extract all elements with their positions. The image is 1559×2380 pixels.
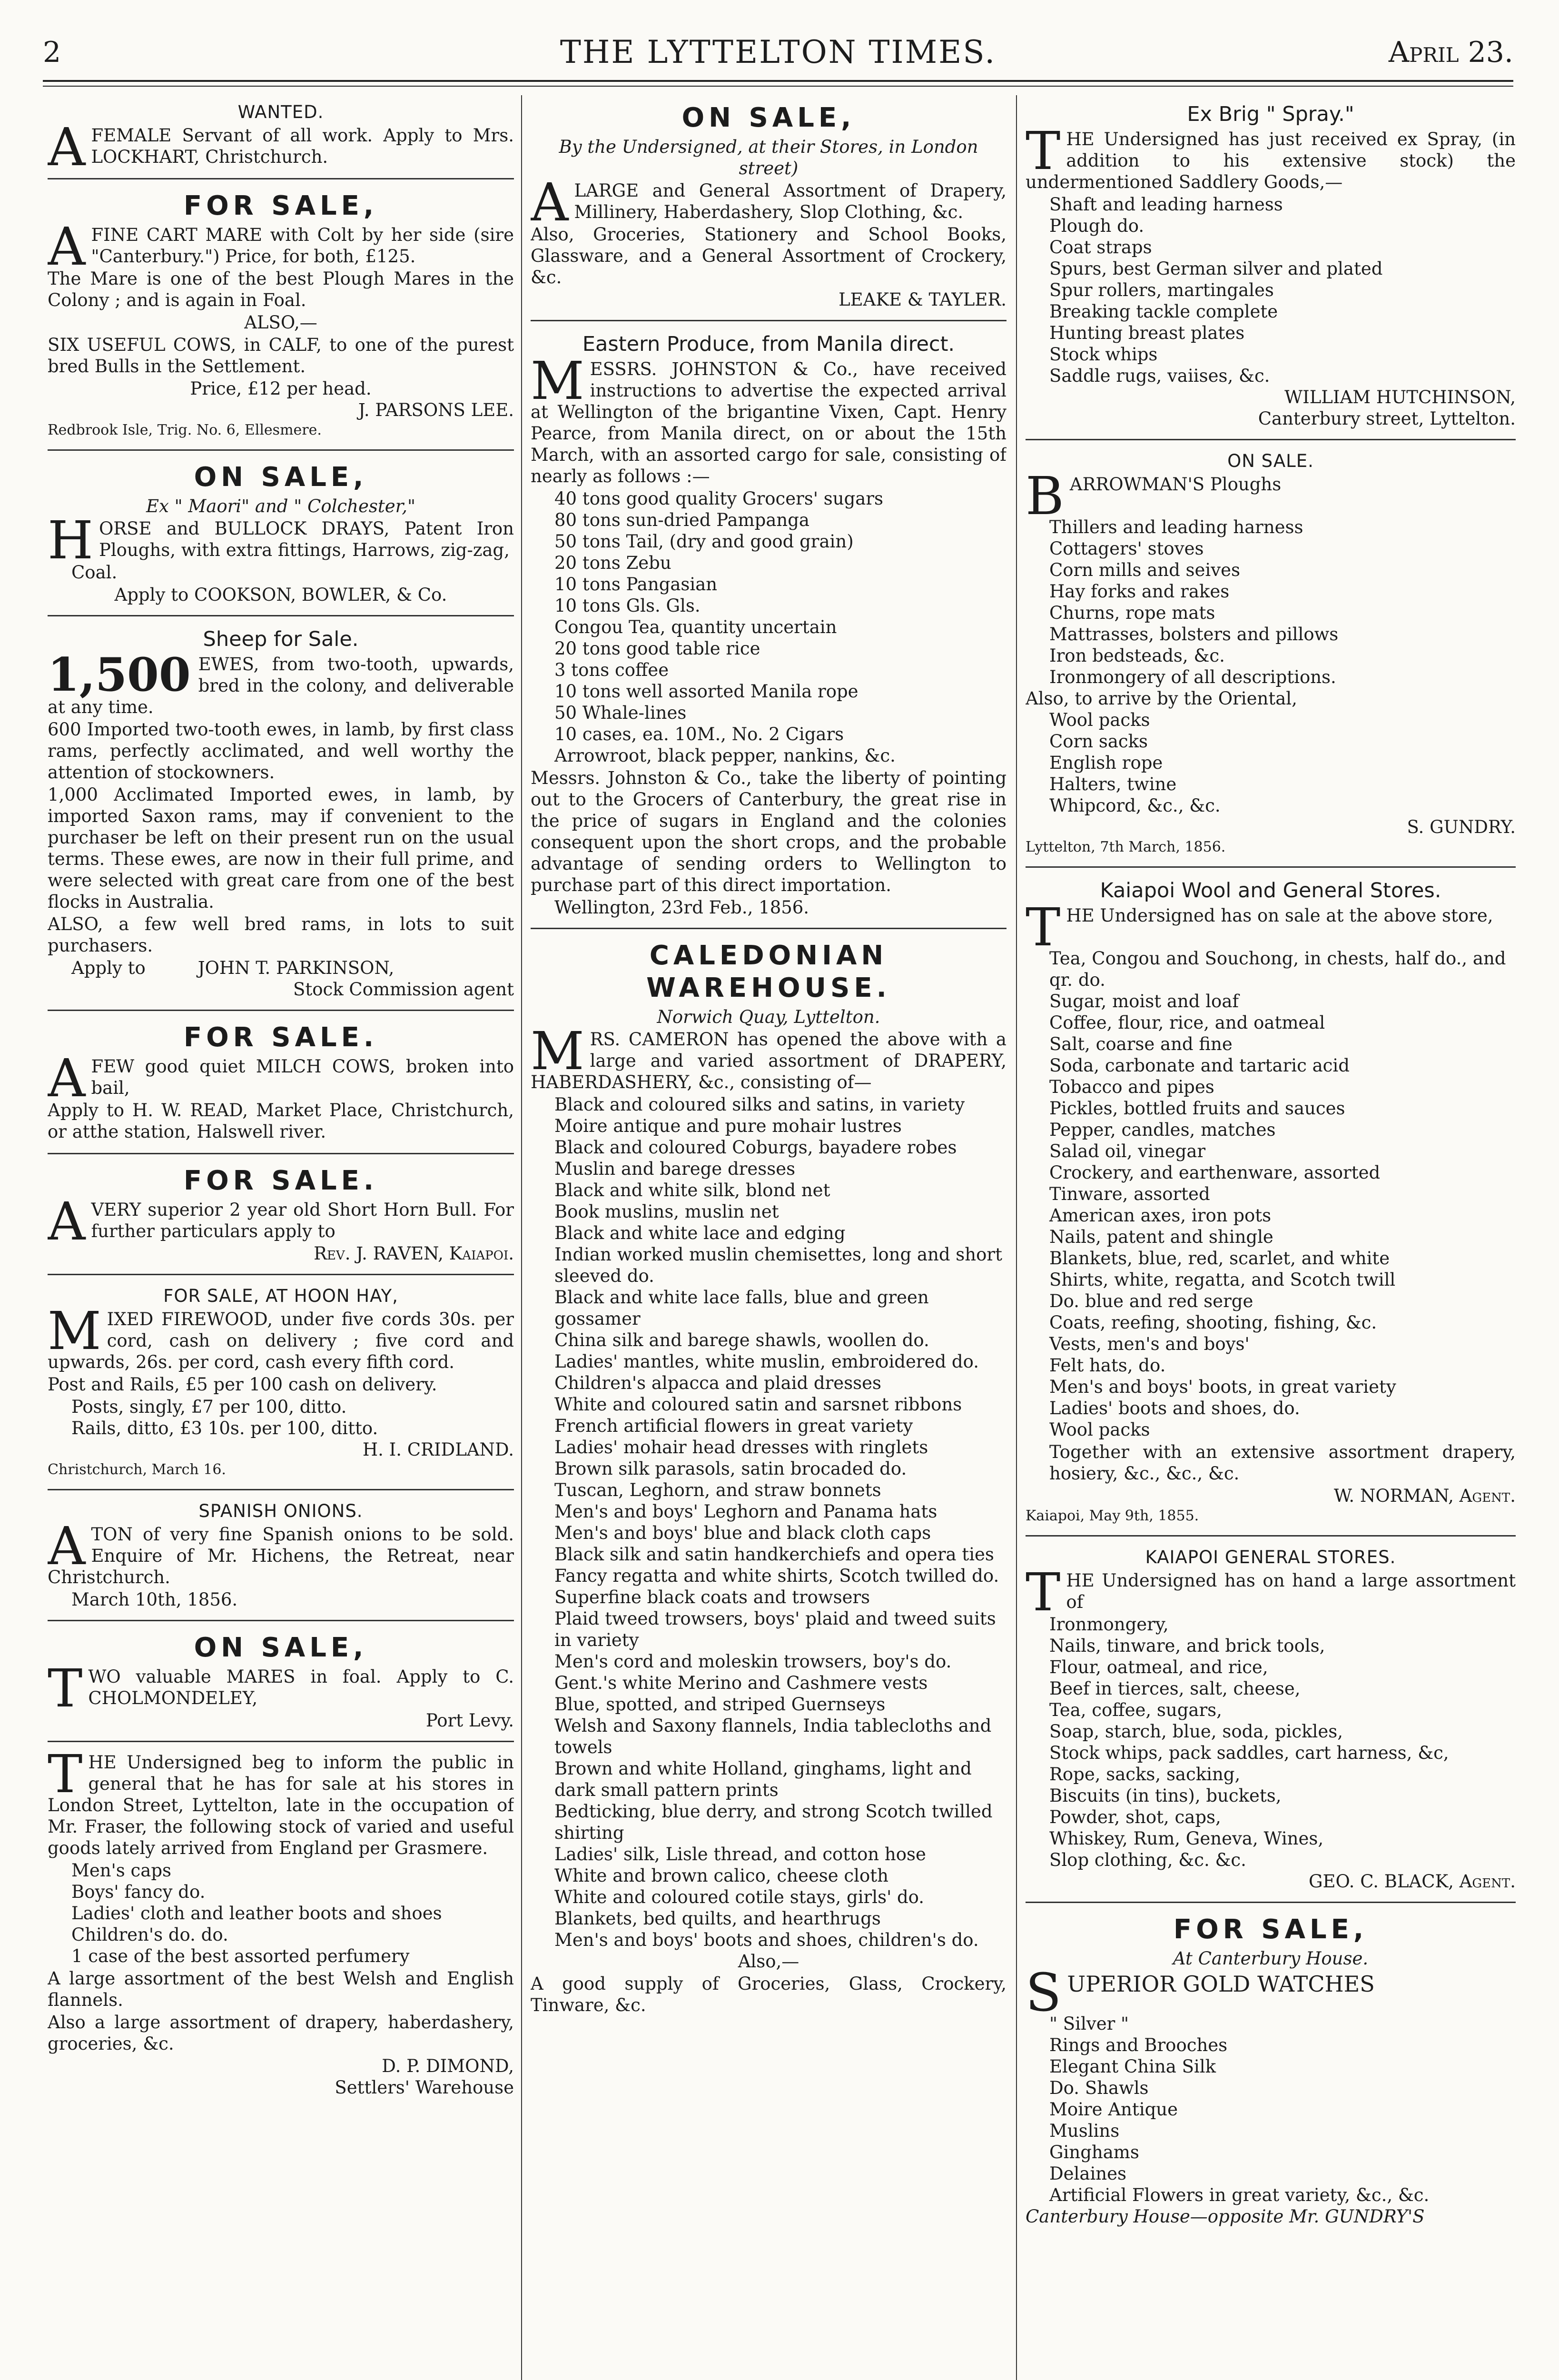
list-item: Wool packs: [1049, 1419, 1150, 1440]
ad-apply: Apply to: [71, 958, 146, 978]
ad-heading: ON SALE.: [1227, 451, 1314, 471]
ad-separator: [48, 1274, 514, 1275]
column-2: [531, 95, 1006, 2380]
list-item: Coat straps: [1049, 237, 1152, 258]
list-item: 10 tons Gls. Gls.: [554, 595, 701, 616]
list-item: Hunting breast plates: [1049, 323, 1245, 343]
ad-separator: [48, 1153, 514, 1154]
list-item: Muslin and barege dresses: [554, 1159, 796, 1179]
drop-cap: H: [48, 510, 93, 571]
list-item: American axes, iron pots: [1049, 1205, 1272, 1226]
list-item: Biscuits (in tins), buckets,: [1049, 1785, 1282, 1806]
ad-body: HE Undersigned has on hand a large assortment of: [1066, 1570, 1516, 1612]
ad-subheading: By the Undersigned, at their Stores, in London street): [559, 137, 978, 178]
ad-separator: [531, 320, 1006, 321]
list-item: 50 Whale-lines: [554, 703, 687, 723]
ad-leake-tayler: [531, 95, 1006, 317]
list-item: Black and coloured Coburgs, bayadere robes: [554, 1137, 957, 1158]
masthead-rule-thin: [43, 86, 1513, 87]
ad-drays: [48, 455, 514, 612]
list-item: Welsh and Saxony flannels, India tablecloths and towels: [554, 1716, 992, 1757]
list-item: Blankets, blue, red, scarlet, and white: [1049, 1248, 1390, 1269]
ad-body: FEMALE Servant of all work. Apply to Mrs. LOCKHART, Christchurch.: [91, 125, 514, 167]
list-item: Mattrasses, bolsters and pillows: [1049, 624, 1339, 645]
ad-address: Redbrook Isle, Trig. No. 6, Ellesmere.: [48, 422, 322, 438]
ad-sheep: [48, 620, 514, 1007]
list-item: Hay forks and rakes: [1049, 581, 1230, 602]
list-item: Saddle rugs, vaiises, &c.: [1049, 366, 1270, 386]
ad-body: HE Undersigned has just received ex Spray, (in addition to his extensive stock) the undermentioned Saddlery Goods,—: [1026, 129, 1516, 192]
ad-heading: KAIAPOI GENERAL STORES.: [1145, 1547, 1396, 1567]
list-item: Ladies' silk, Lisle thread, and cotton hose: [554, 1844, 926, 1864]
ad-separator: [48, 1489, 514, 1490]
issue-date: April 23.: [1388, 36, 1513, 69]
list-item: " Silver ": [1049, 2013, 1129, 2034]
page-number: 2: [43, 36, 61, 69]
ad-separator: [1026, 866, 1516, 868]
ad-signature: Port Levy.: [425, 1710, 514, 1731]
ad-subheading: Ex " Maori" and " Colchester,": [146, 496, 416, 516]
list-item: Coffee, flour, rice, and oatmeal: [1049, 1012, 1325, 1033]
ad-body: ESSRS. JOHNSTON & Co., have received instructions to advertise the expected arrival at Wellington of the brigantine Vixen, Capt. Henry Pearce, from Manila direct, on or about the 15th March, with an assorted cargo for sale, consisting of nearly as follows :—: [531, 359, 1006, 486]
ad-signature: GEO. C. BLACK, Agent.: [1308, 1871, 1516, 1892]
column-divider: [521, 95, 522, 2380]
list-item: Bedticking, blue derry, and strong Scotch twilled shirting: [554, 1801, 993, 1843]
list-item: Corn sacks: [1049, 731, 1148, 752]
ad-separator: [48, 449, 514, 451]
column-1: [48, 95, 514, 2380]
list-item: English rope: [1049, 753, 1163, 773]
ad-body: FEW good quiet MILCH COWS, broken into bail,: [91, 1056, 514, 1098]
ad-paragraph: Apply to H. W. READ, Market Place, Christchurch, or atthe station, Halswell river.: [48, 1100, 514, 1142]
list-item: Coats, reefing, shooting, fishing, &c.: [1049, 1312, 1377, 1333]
ad-heading: Sheep for Sale.: [203, 627, 359, 651]
ad-heading: Eastern Produce, from Manila direct.: [582, 332, 955, 356]
list-item: Men's and boys' boots, in great variety: [1049, 1377, 1396, 1397]
goods-list: [1026, 516, 1516, 688]
drop-cap: A: [48, 1048, 86, 1109]
list-item: Gent.'s white Merino and Cashmere vests: [554, 1673, 928, 1693]
list-item: Soap, starch, blue, soda, pickles,: [1049, 1721, 1343, 1742]
list-item: Book muslins, muslin net: [554, 1201, 779, 1222]
list-item: Tinware, assorted: [1049, 1184, 1210, 1204]
ad-kaiapoi-wool: [1026, 872, 1516, 1532]
list-item: Ginghams: [1049, 2142, 1139, 2162]
ad-paragraph: SIX USEFUL COWS, in CALF, to one of the purest bred Bulls in the Settlement.: [48, 335, 514, 377]
list-item: Ironmongery,: [1049, 1614, 1169, 1635]
list-item: Men's and boys' Leghorn and Panama hats: [554, 1501, 937, 1522]
ad-paragraph: ALSO, a few well bred rams, in lots to suit purchasers.: [48, 914, 514, 956]
list-item: Blankets, bed quilts, and hearthrugs: [554, 1908, 881, 1929]
list-item: Children's do. do.: [71, 1924, 228, 1945]
list-item: Do. Shawls: [1049, 2078, 1149, 2098]
ad-paragraph: Also a large assortment of drapery, haberdashery, groceries, &c.: [48, 2012, 514, 2054]
list-item: Soda, carbonate and tartaric acid: [1049, 1055, 1350, 1076]
list-item: Halters, twine: [1049, 774, 1177, 794]
list-item: White and brown calico, cheese cloth: [554, 1865, 888, 1886]
drop-cap: T: [48, 1744, 83, 1805]
ad-signature: Rev. J. RAVEN, Kaiapoi.: [314, 1243, 514, 1264]
column-3: [1026, 95, 1516, 2380]
list-item: Shaft and leading harness: [1049, 194, 1283, 215]
ad-eastern-produce: [531, 325, 1006, 925]
list-item: 50 tons Tail, (dry and good grain): [554, 531, 854, 552]
ad-price: Price, £12 per head.: [190, 378, 372, 399]
list-item: White and coloured cotile stays, girls' do.: [554, 1887, 925, 1907]
ad-also: Also,—: [738, 1951, 799, 1972]
ad-heading: FOR SALE.: [183, 1165, 378, 1196]
list-item: Black and white lace and edging: [554, 1223, 846, 1243]
list-item: Corn mills and seives: [1049, 560, 1241, 580]
list-item: Iron bedsteads, &c.: [1049, 645, 1225, 666]
ad-body: IXED FIREWOOD, under five cords 30s. per cord, cash on delivery ; five cord and upwards, 26s. per cord, cash every fifth cord.: [48, 1309, 514, 1372]
list-item: 20 tons Zebu: [554, 553, 671, 573]
list-item: White and coloured satin and sarsnet ribbons: [554, 1394, 962, 1415]
list-item: Blue, spotted, and striped Guernseys: [554, 1694, 886, 1715]
list-item: Moire Antique: [1049, 2099, 1178, 2120]
ad-address: Lyttelton, 7th March, 1856.: [1026, 839, 1226, 855]
drop-cap: B: [1026, 466, 1064, 526]
ad-role: Settlers' Warehouse: [335, 2077, 514, 2098]
drop-cap: M: [48, 1300, 101, 1361]
list-item: Men's and boys' blue and black cloth caps: [554, 1523, 931, 1543]
ad-signature: S. GUNDRY.: [1407, 817, 1516, 837]
ad-subheading: At Canterbury House.: [1173, 1948, 1369, 1969]
list-item: 3 tons coffee: [554, 660, 669, 680]
list-item: Tea, coffee, sugars,: [1049, 1700, 1222, 1720]
list-item: Muslins: [1049, 2121, 1120, 2141]
list-item: Tea, Congou and Souchong, in chests, half do., and qr. do.: [1049, 948, 1506, 990]
list-item: Spurs, best German silver and plated: [1049, 258, 1383, 279]
list-item: Salad oil, vinegar: [1049, 1141, 1206, 1161]
drop-cap: S: [1026, 1962, 1062, 2023]
goods-list: [1026, 948, 1516, 1440]
list-item: Nails, tinware, and brick tools,: [1049, 1636, 1325, 1656]
ad-body: ORSE and BULLOCK DRAYS, Patent Iron Ploughs, with extra fittings, Harrows, zig-zag,: [99, 518, 514, 560]
list-item: Powder, shot, caps,: [1049, 1807, 1221, 1827]
ad-separator: [1026, 1535, 1516, 1537]
ad-bull: [48, 1158, 514, 1271]
ad-role: Stock Commission agent: [293, 979, 514, 1000]
list-item: Indian worked muslin chemisettes, long and short sleeved do.: [554, 1244, 1002, 1286]
goods-list: [531, 1094, 1006, 1951]
list-item: Artificial Flowers in great variety, &c., &c.: [1049, 2185, 1430, 2205]
list-item: Children's alpacca and plaid dresses: [554, 1373, 882, 1393]
ad-separator: [531, 928, 1006, 929]
drop-cap: T: [1026, 1562, 1061, 1623]
ad-heading: FOR SALE, AT HOON HAY,: [163, 1286, 398, 1306]
ad-heading: FOR SALE.: [183, 1022, 378, 1053]
list-item: Black and white silk, blond net: [554, 1180, 830, 1200]
ad-body: ARROWMAN'S Ploughs: [1069, 474, 1282, 495]
ad-big-number: 1,500: [48, 648, 191, 702]
ad-body: WO valuable MARES in foal. Apply to C. CHOLMONDELEY,: [88, 1666, 514, 1708]
ad-paragraph: 1,000 Acclimated Imported ewes, in lamb, by imported Saxon rams, may if convenient to the purchaser be left on their present run on the usual terms. These ewes, are now in their full prime, and were selected with great care from one of the best flocks in Australia.: [48, 784, 514, 912]
ad-heading: SPANISH ONIONS.: [198, 1501, 363, 1521]
ad-body: HE Undersigned has on sale at the above store,: [1066, 905, 1493, 926]
list-item: Slop clothing, &c. &c.: [1049, 1850, 1246, 1870]
list-item: Superfine black coats and trowsers: [554, 1587, 870, 1607]
list-item: Moire antique and pure mohair lustres: [554, 1116, 902, 1136]
drop-cap: A: [531, 172, 569, 233]
list-item: 10 tons well assorted Manila rope: [554, 681, 858, 702]
list-item: Brown and white Holland, ginghams, light and dark small pattern prints: [554, 1758, 972, 1800]
list-item: Breaking tackle complete: [1049, 301, 1278, 322]
ad-caledonian-warehouse: [531, 933, 1006, 2023]
newspaper-title: THE LYTTELTON TIMES.: [560, 34, 997, 70]
list-item: Spur rollers, martingales: [1049, 280, 1274, 300]
ad-heading: WANTED.: [237, 102, 324, 122]
list-item: Brown silk parasols, satin brocaded do.: [554, 1458, 907, 1479]
list-item: Black silk and satin handkerchiefs and opera ties: [554, 1544, 994, 1565]
list-item: Ironmongery of all descriptions.: [1049, 667, 1336, 687]
ad-signature: H. I. CRIDLAND.: [362, 1439, 514, 1460]
ad-signature: WILLIAM HUTCHINSON,: [1284, 387, 1516, 407]
ad-role: Canterbury street, Lyttelton.: [1258, 408, 1516, 429]
list-item: Flour, oatmeal, and rice,: [1049, 1657, 1268, 1677]
list-item: Crockery, and earthenware, assorted: [1049, 1162, 1381, 1183]
list-item: Salt, coarse and fine: [1049, 1034, 1233, 1054]
ad-date: Wellington, 23rd Feb., 1856.: [554, 897, 809, 918]
list-item: China silk and barege shawls, woollen do.: [554, 1330, 929, 1350]
ad-body: EWES, from two-tooth, upwards, bred in the colony, and deliverable at any time.: [48, 654, 514, 717]
ad-body: LARGE and General Assortment of Drapery, Millinery, Haberdashery, Slop Clothing, &c.: [574, 180, 1006, 222]
ad-paragraph: Also, Groceries, Stationery and School Books, Glassware, and a General Assortment of Crockery, &c.: [531, 224, 1006, 288]
list-item: Fancy regatta and white shirts, Scotch twilled do.: [554, 1566, 999, 1586]
list-item: 10 cases, ea. 10M., No. 2 Cigars: [554, 724, 844, 744]
list-item: Men's and boys' boots and shoes, children's do.: [554, 1930, 979, 1950]
list-item: Black and coloured silks and satins, in variety: [554, 1094, 965, 1115]
ad-milch-cows: [48, 1015, 514, 1150]
ad-separator: [1026, 1902, 1516, 1903]
masthead: [43, 33, 1513, 71]
list-item: 1 case of the best assorted perfumery: [71, 1946, 410, 1966]
drop-cap: A: [48, 117, 86, 178]
drop-cap: T: [48, 1658, 83, 1719]
list-item: Shirts, white, regatta, and Scotch twill: [1049, 1269, 1396, 1290]
drop-cap: A: [48, 1516, 86, 1577]
ad-signature: D. P. DIMOND,: [382, 2056, 514, 2076]
list-item: Felt hats, do.: [1049, 1355, 1166, 1376]
ad-also: Also, to arrive by the Oriental,: [1026, 688, 1297, 709]
ad-heading: FOR SALE,: [183, 190, 378, 221]
list-item: Congou Tea, quantity uncertain: [554, 617, 837, 637]
list-item: Stock whips: [1049, 344, 1158, 365]
ad-heading: Kaiapoi Wool and General Stores.: [1100, 879, 1441, 902]
masthead-rule: [43, 80, 1513, 82]
ad-also: ALSO,—: [244, 312, 317, 333]
list-item: Delaines: [1049, 2163, 1127, 2184]
ad-signature: W. NORMAN, Agent.: [1333, 1486, 1516, 1506]
list-item: Rings and Brooches: [1049, 2035, 1228, 2055]
drop-cap: A: [48, 1191, 86, 1252]
ad-paragraph: Post and Rails, £5 per 100 cash on delivery.: [48, 1374, 437, 1395]
ad-body: FINE CART MARE with Colt by her side (sire "Canterbury.") Price, for both, £125.: [91, 225, 514, 267]
ad-body: RS. CAMERON has opened the above with a large and varied assortment of DRAPERY, HABERDASHERY, &c., consisting of—: [531, 1029, 1006, 1092]
list-item: Whipcord, &c., &c.: [1049, 795, 1221, 816]
list-item: Ladies' mantles, white muslin, embroidered do.: [554, 1351, 979, 1372]
list-item: Cottagers' stoves: [1049, 538, 1204, 559]
drop-cap: M: [531, 1021, 584, 1081]
ad-heading: Ex Brig " Spray.": [1187, 102, 1354, 126]
list-item: Whiskey, Rum, Geneva, Wines,: [1049, 1828, 1324, 1849]
list-item: Ladies' mohair head dresses with ringlets: [554, 1437, 928, 1458]
goods-list: [1026, 709, 1516, 816]
list-item: Black and white lace falls, blue and green gossamer: [554, 1287, 929, 1329]
ad-kaiapoi-general: [1026, 1540, 1516, 1899]
list-item: Boys' fancy do.: [71, 1882, 206, 1902]
goods-list: [1026, 2013, 1516, 2206]
ad-onions: [48, 1494, 514, 1617]
ad-address: Christchurch, March 16.: [48, 1461, 226, 1478]
ad-body: HE Undersigned beg to inform the public in general that he has for sale at his stores in London Street, Lyttelton, late in the occupation of Mr. Fraser, the following stock of varied and useful goods lately arrived from England per Grasmere.: [48, 1752, 514, 1858]
ad-heading: CALEDONIAN WAREHOUSE.: [646, 940, 891, 1003]
list-item: Thillers and leading harness: [1049, 517, 1303, 537]
column-divider: [1016, 95, 1017, 2380]
list-item: Pickles, bottled fruits and sauces: [1049, 1098, 1345, 1119]
ad-canterbury-house: [1026, 1907, 1516, 2234]
drop-cap: T: [1026, 120, 1061, 181]
ad-paragraph: A large assortment of the best Welsh and English flannels.: [48, 1968, 514, 2010]
ad-body: TON of very fine Spanish onions to be sold. Enquire of Mr. Hichens, the Retreat, near Christchurch.: [48, 1524, 514, 1587]
ad-address: Kaiapoi, May 9th, 1855.: [1026, 1507, 1199, 1524]
list-item: Ladies' cloth and leather boots and shoes: [71, 1903, 442, 1924]
ad-paragraph: Posts, singly, £7 per 100, ditto.: [71, 1397, 347, 1417]
list-item: French artificial flowers in great variety: [554, 1416, 913, 1436]
ad-separator: [48, 1741, 514, 1742]
ad-heading: ON SALE,: [681, 102, 856, 133]
ad-body: UPERIOR GOLD WATCHES: [1067, 1971, 1375, 1997]
ad-body: VERY superior 2 year old Short Horn Bull. For further particulars apply to: [91, 1200, 514, 1241]
list-item: 10 tons Pangasian: [554, 574, 718, 595]
ad-dimond: [48, 1746, 514, 2105]
list-item: 80 tons sun-dried Pampanga: [554, 510, 809, 530]
ad-separator: [48, 1620, 514, 1621]
list-item: 20 tons good table rice: [554, 638, 760, 659]
ad-paragraph: The Mare is one of the best Plough Mares in the Colony ; and is again in Foal.: [48, 268, 514, 310]
ad-signature: LEAKE & TAYLER.: [839, 289, 1006, 310]
ad-paragraph: Coal.: [71, 562, 118, 583]
ad-footer: Canterbury House—opposite Mr. GUNDRY'S: [1026, 2206, 1425, 2227]
ad-signature: Apply to COOKSON, BOWLER, & Co.: [114, 585, 447, 605]
ad-separator: [48, 178, 514, 179]
list-item: Tobacco and pipes: [1049, 1077, 1214, 1097]
ad-subheading: Norwich Quay, Lyttelton.: [657, 1007, 880, 1027]
list-item: 40 tons good quality Grocers' sugars: [554, 488, 884, 509]
ad-signature: J. PARSONS LEE.: [358, 400, 514, 420]
list-item: Plaid tweed trowsers, boys' plaid and tweed suits in variety: [554, 1608, 996, 1650]
ad-signature: JOHN T. PARKINSON,: [197, 958, 395, 978]
ad-paragraph: 600 Imported two-tooth ewes, in lamb, by first class rams, perfectly acclimated, and well worthy the attention of stockowners.: [48, 719, 514, 783]
ad-cart-mare: [48, 183, 514, 446]
goods-list: [1026, 194, 1516, 387]
drop-cap: M: [531, 350, 584, 411]
drop-cap: T: [1026, 897, 1061, 958]
list-item: Arrowroot, black pepper, nankins, &c.: [554, 745, 896, 766]
ad-separator: [1026, 439, 1516, 440]
list-item: Nails, patent and shingle: [1049, 1227, 1273, 1247]
list-item: Vests, men's and boys': [1049, 1334, 1250, 1354]
ad-gundry: [1026, 444, 1516, 863]
list-item: Plough do.: [1049, 216, 1145, 236]
list-item: Men's caps: [71, 1860, 171, 1881]
ad-wanted: [48, 95, 514, 178]
ad-separator: [48, 1010, 514, 1011]
ad-mares: [48, 1625, 514, 1738]
goods-list: [1026, 1614, 1516, 1871]
list-item: Churns, rope mats: [1049, 603, 1215, 623]
drop-cap: A: [48, 216, 86, 277]
ad-paragraph: A good supply of Groceries, Glass, Crockery, Tinware, &c.: [531, 1973, 1006, 2015]
list-item: Sugar, moist and loaf: [1049, 991, 1239, 1012]
ad-firewood: [48, 1279, 514, 1486]
list-item: Do. blue and red serge: [1049, 1291, 1253, 1311]
ad-paragraph: Rails, ditto, £3 10s. per 100, ditto.: [71, 1418, 378, 1438]
ad-heading: FOR SALE,: [1173, 1914, 1368, 1945]
ad-separator: [48, 615, 514, 616]
list-item: Tuscan, Leghorn, and straw bonnets: [554, 1480, 881, 1500]
list-item: Ladies' boots and shoes, do.: [1049, 1398, 1300, 1418]
list-item: Men's cord and moleskin trowsers, boy's do.: [554, 1651, 952, 1672]
ad-date: March 10th, 1856.: [71, 1589, 238, 1610]
list-item: Elegant China Silk: [1049, 2056, 1216, 2077]
list-item: Rope, sacks, sacking,: [1049, 1764, 1241, 1785]
ad-heading: ON SALE,: [194, 1632, 368, 1663]
list-item: Beef in tierces, salt, cheese,: [1049, 1678, 1301, 1699]
list-item: Stock whips, pack saddles, cart harness, &c,: [1049, 1743, 1449, 1763]
ad-paragraph: Messrs. Johnston & Co., take the liberty of pointing out to the Grocers of Canterbury, the great rise in the price of sugars in England and the colonies consequent upon the short crops, and the probable advantage of sending orders to Wellington to purchase part of this direct importation.: [531, 768, 1006, 895]
list-item: Wool packs: [1049, 710, 1150, 730]
ad-ex-brig-spray: [1026, 95, 1516, 436]
ad-heading: ON SALE,: [194, 462, 368, 493]
ad-paragraph: Together with an extensive assortment drapery, hosiery, &c., &c., &c.: [1049, 1442, 1516, 1484]
list-item: Pepper, candles, matches: [1049, 1120, 1276, 1140]
